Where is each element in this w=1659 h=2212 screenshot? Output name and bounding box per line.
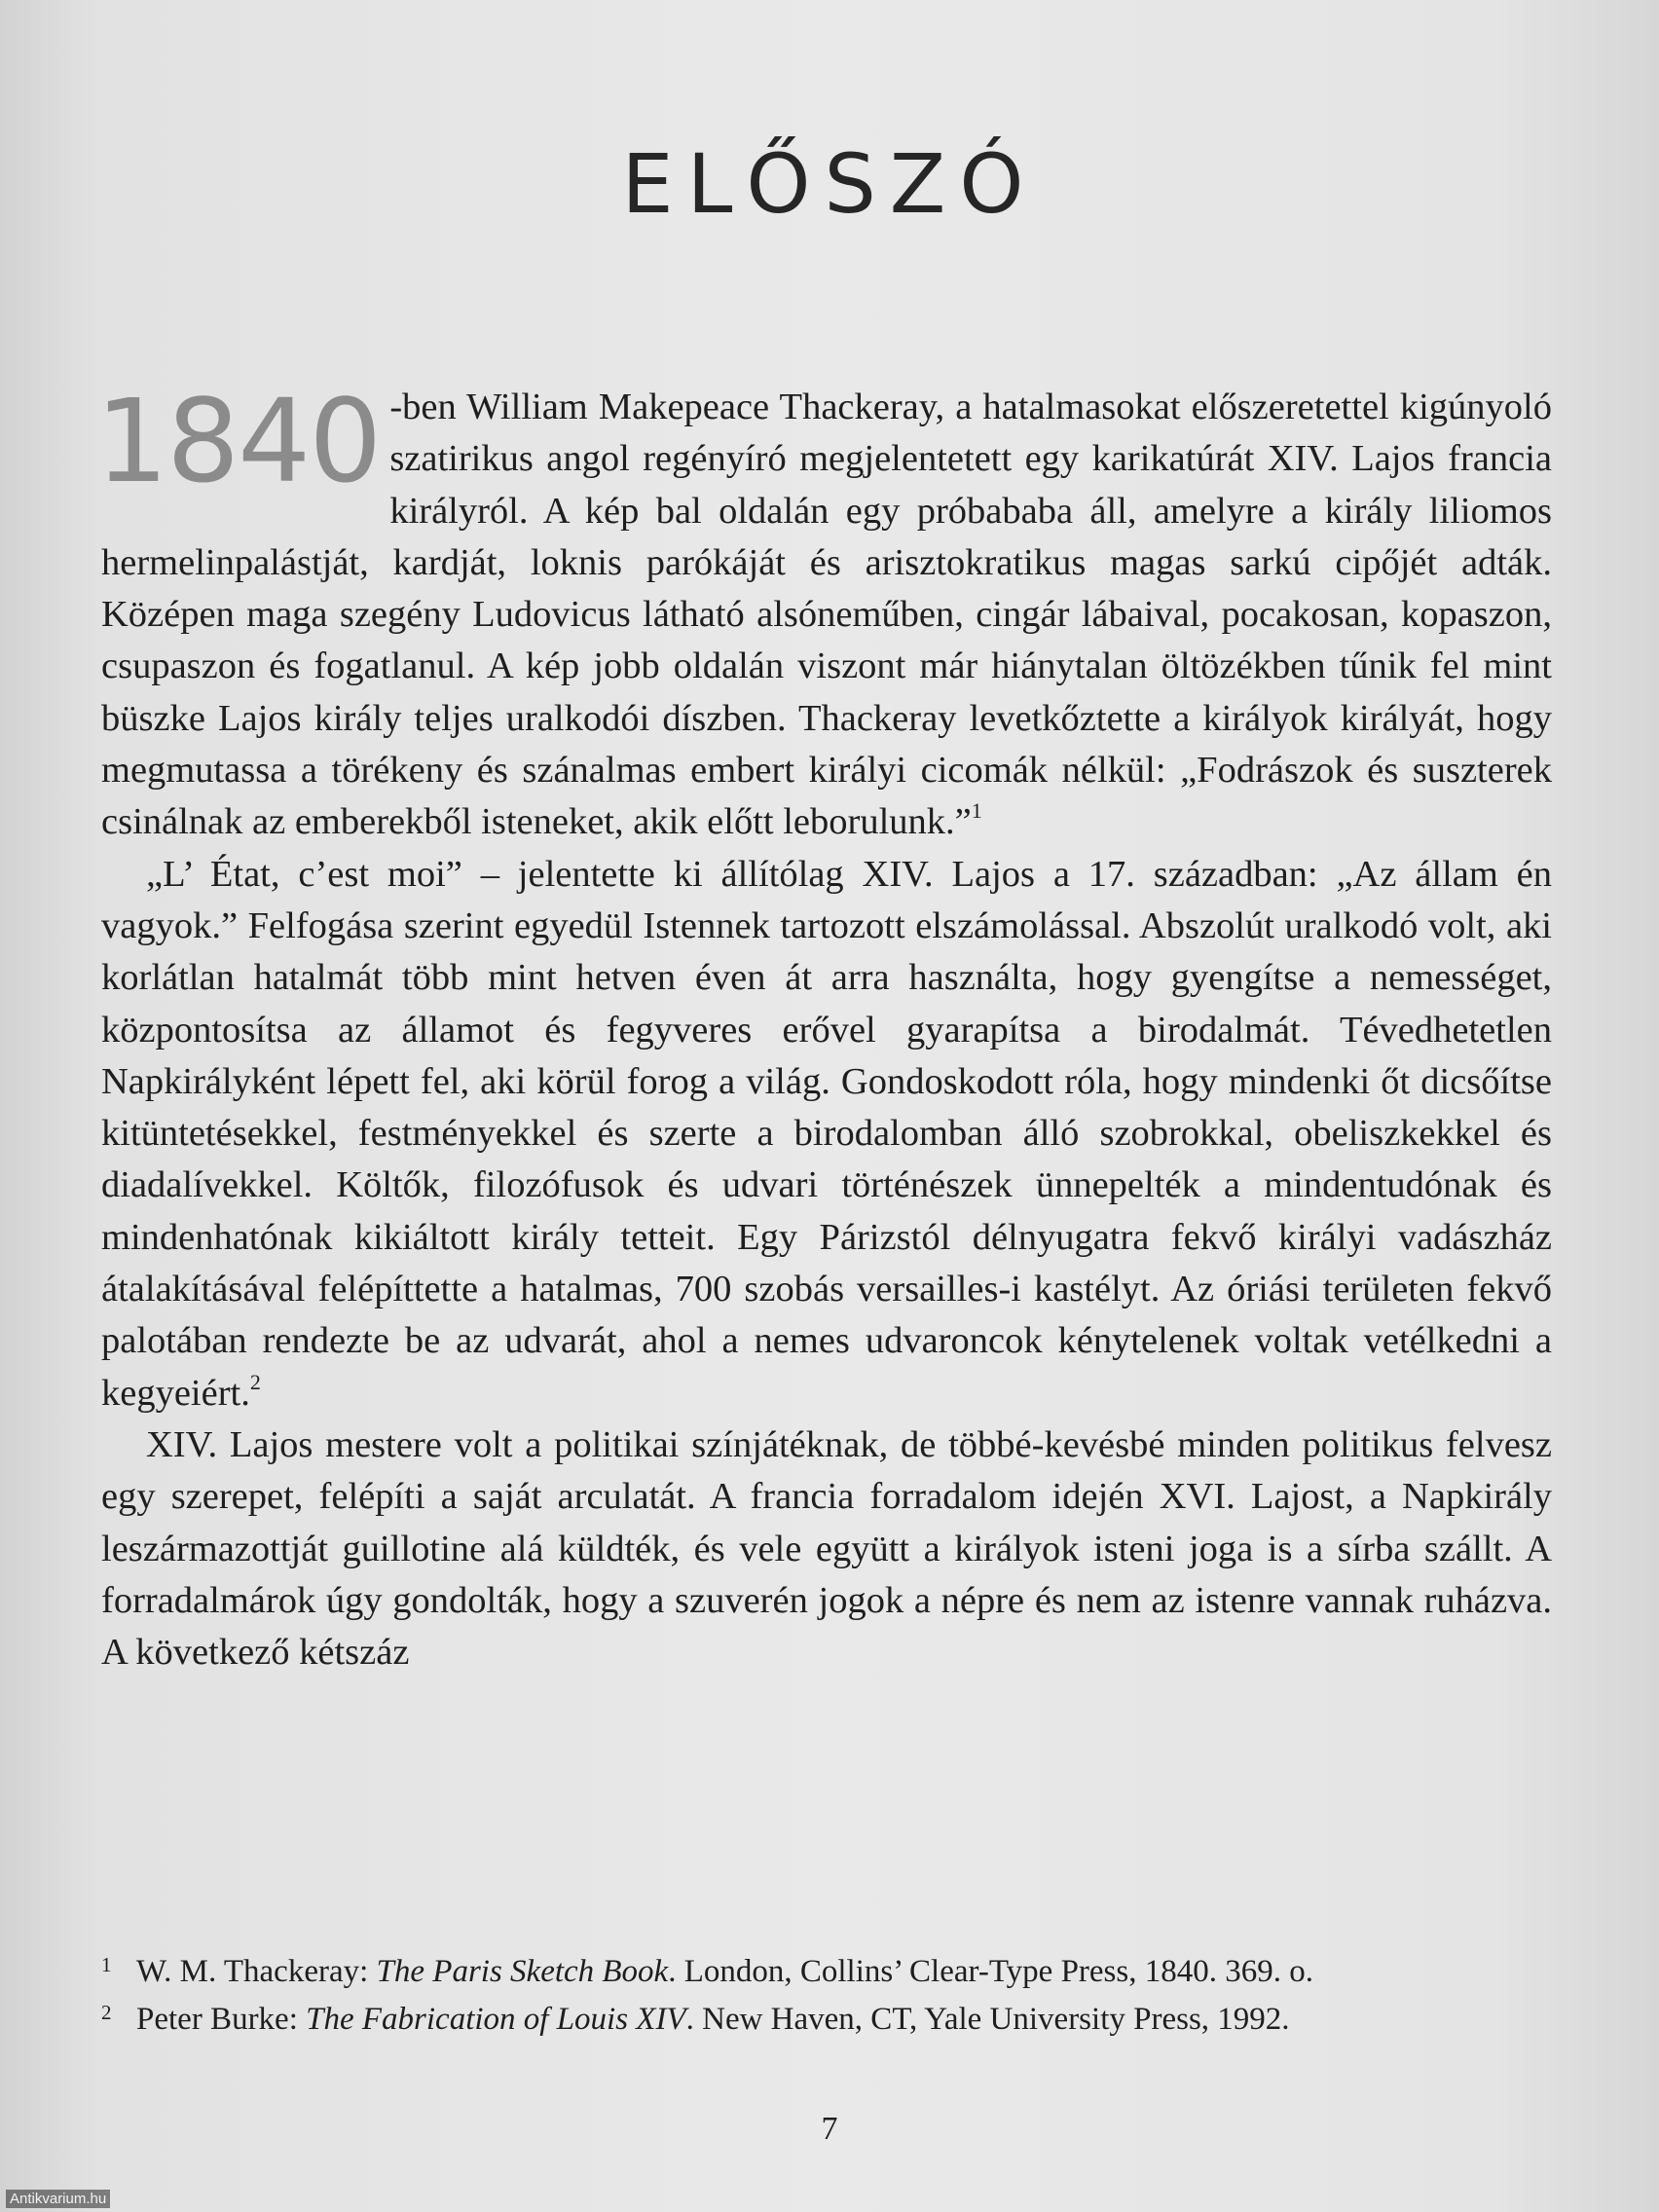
paragraph-3 xyxy=(101,1419,1552,1678)
footnote-book-title: The Paris Sketch Book xyxy=(376,1954,669,1989)
footnote-mark: 2 xyxy=(101,2001,112,2024)
paragraph-3-text: XIV. Lajos mestere volt a politikai színjátéknak, de többé-kevésbé minden politikus felvesz egy szerepet, felépíti a saját arculatát. A francia forradalom idején XVI. Lajost, a Napkirály leszármazottját guillotine alá küldték, és vele együtt a királyok isteni joga is a sírba szállt. A forradalmárok úgy gondolták, hogy a szuverén jogok a népre és nem az istenre vannak ruházva. A következő kétszáz xyxy=(101,1423,1552,1674)
footnote-ref-1: 1 xyxy=(971,798,982,824)
paragraph-1-text: -ben William Makepeace Thackeray, a hatalmasokat előszeretettel kigúnyoló szatirikus angol regényíró megjelentetett egy karikatúrát XIV. Lajos francia királyról. A kép bal oldalán egy próbababa áll, amelyre a király liliomos hermelinpalástját, kardját, loknis parókáját és arisztokratikus magas sarkú cipőjét adták. Középen maga szegény Ludovicus látható alsóneműben, cingár lábaival, pocakosan, kopaszon, csupaszon és fogatlanul. A kép jobb oldalán viszont már hiánytalan öltözékben tűnik fel mint büszke Lajos király teljes uralkodói díszben. Thackeray levetkőztette a királyok királyát, hogy megmutassa a törékeny és szánalmas embert királyi cicomák nélkül: „Fodrászok és suszterek csinálnak az emberekből isteneket, akik előtt leborulunk.” xyxy=(101,387,1552,843)
footnote-author: W. M. Thackeray: xyxy=(136,1954,377,1989)
footnote-mark: 1 xyxy=(101,1953,112,1976)
footnote-publication: . London, Collins’ Clear-Type Press, 1840. 369. o. xyxy=(668,1954,1313,1989)
footnote-publication: . New Haven, CT, Yale University Press, 1992. xyxy=(685,2002,1290,2037)
footnote-author: Peter Burke: xyxy=(136,2002,307,2037)
footnote-text xyxy=(136,1997,1290,2042)
page-number: 7 xyxy=(821,2111,838,2147)
chapter-title: ELŐSZÓ xyxy=(621,136,1038,232)
paragraph-2-text: „L’ État, c’est moi” – jelentette ki állítólag XIV. Lajos a 17. században: „Az állam én vagyok.” Felfogása szerint egyedül Istennek tartozott elszámolással. Abszolút uralkodó volt, aki korlátlan hatalmát több mint hetven éven át arra használta, hogy gyengítse a nemességet, központosítsa az államot és fegyveres erővel gyarapítsa a birodalmát. Tévedhetetlen Napkirályként lépett fel, aki körül forog a világ. Gondoskodott róla, hogy mindenki őt dicsőítse kitüntetésekkel, festményekkel és szerte a birodalomban álló szobrokkal, obeliszkekkel és diadalívekkel. Költők, filozófusok és udvari történészek ünnepelték a mindentudónak és mindenhatónak kikiáltott király tetteit. Egy Párizstól délnyugatra fekvő királyi vadászház átalakításával felépíttette a hatalmas, 700 szobás versailles-i kastélyt. Az óriási területen fekvő palotában rendezte be az udvarát, ahol a nemes udvaroncok kénytelenek voltak vetélkedni a kegyeiért. xyxy=(101,853,1552,1414)
footnote-1 xyxy=(101,1949,1552,1997)
dropcap-year: 1840 xyxy=(95,374,381,508)
footnote-text xyxy=(136,1949,1313,1994)
footnotes xyxy=(101,1949,1552,2045)
paragraph-1 xyxy=(95,374,1552,849)
watermark: Antikvarium.hu xyxy=(6,2190,110,2208)
footnote-book-title: The Fabrication of Louis XIV xyxy=(306,2002,686,2037)
footnote-ref-2: 2 xyxy=(249,1369,261,1394)
footnote-2 xyxy=(101,1997,1552,2045)
body-text xyxy=(95,374,1552,1678)
paragraph-2 xyxy=(101,849,1552,1419)
